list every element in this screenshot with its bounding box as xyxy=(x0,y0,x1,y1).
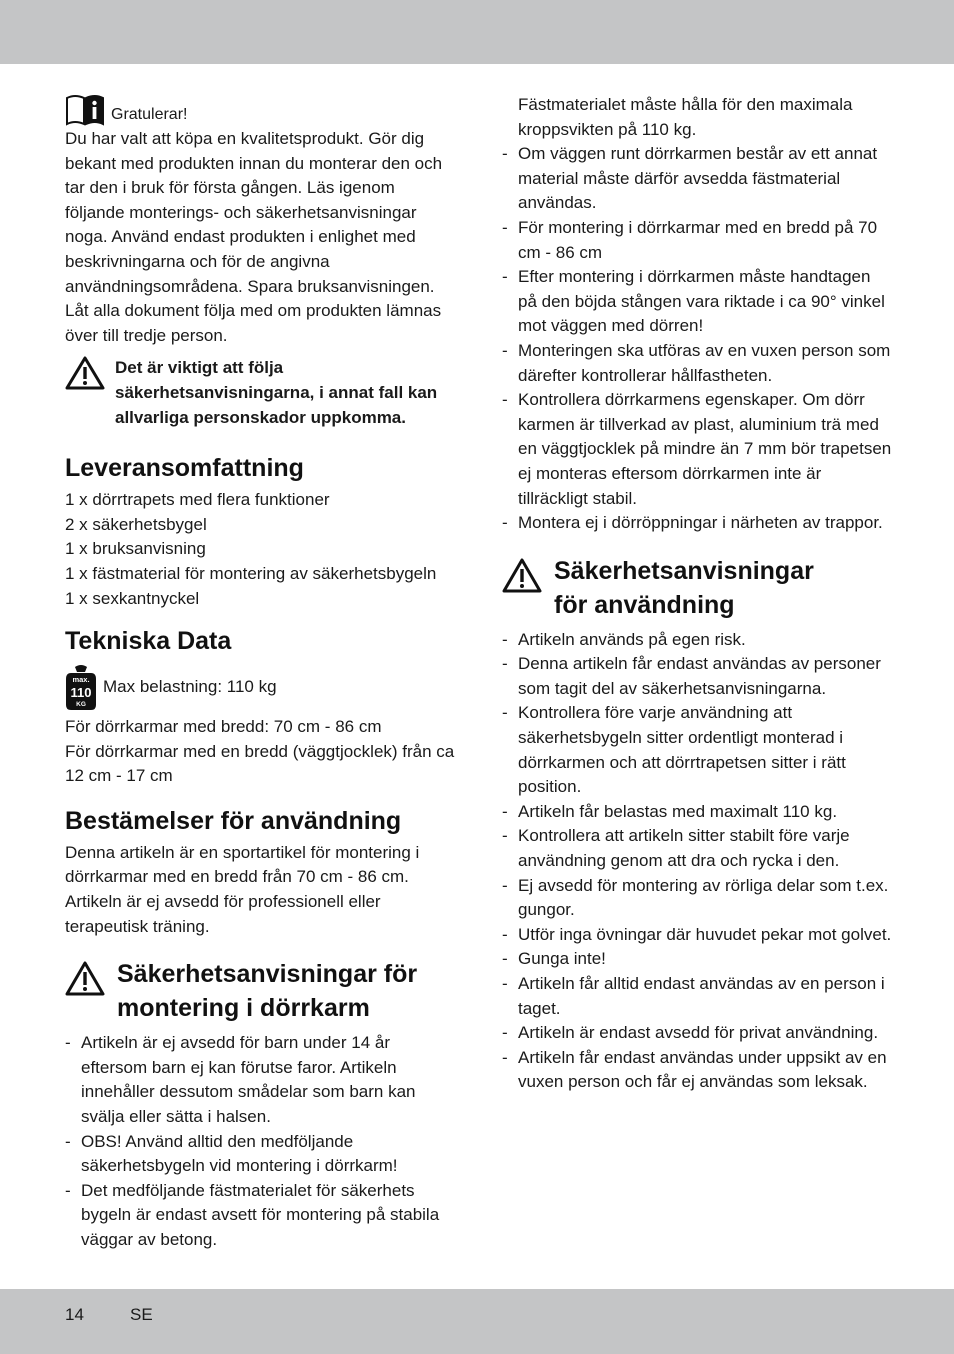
section-title-leverans: Leveransomfattning xyxy=(65,454,304,483)
section-title-bestammelser: Bestämelser för användning xyxy=(65,806,402,835)
wall-thickness-text: För dörrkarmar med en bredd (väggtjocklek) från ca 12 cm - 17 cm xyxy=(65,741,455,786)
safety-warning xyxy=(65,356,455,430)
list-item: - Artikeln är endast avsedd för privat användning. xyxy=(502,1021,894,1046)
intro-heading xyxy=(65,93,455,127)
montering-list-continued xyxy=(502,142,894,536)
max-weight-icon xyxy=(65,663,97,711)
section-title-montering: Säkerhetsanvisningar för montering i dörrkarm xyxy=(117,960,418,1023)
list-item: - Kontrollera dörrkarmens egenskaper. Om dörr karmen är tillverkad av plast, aluminium trä med en väggtjocklek på mindre än 7 mm bör trapetsen ej monteras eftersom dörrkarmen inte är tillräckligt stabil. xyxy=(502,388,894,511)
warning-triangle-icon xyxy=(502,558,542,594)
anvandning-list xyxy=(502,628,894,1095)
right-column xyxy=(502,93,894,1095)
list-item: - Det medföljande fästmaterialet för säkerhets bygeln är endast avsett för montering på stabila väggar av betong. xyxy=(65,1179,455,1253)
safety-warning-text: Det är viktigt att följa säkerhetsanvisningarna, i annat fall kan allvarliga personskador uppkomma. xyxy=(115,358,438,427)
section-heading-montering xyxy=(65,957,455,1025)
list-item: - Kontrollera att artikeln sitter stabilt före varje användning genom att dra och rycka i den. xyxy=(502,824,894,873)
header-band xyxy=(0,0,954,64)
list-item: - OBS! Använd alltid den medföljande säkerhetsbygeln vid montering i dörrkarm! xyxy=(65,1130,455,1179)
list-item-continuation: Fästmaterialet måste hålla för den maximala kroppsvikten på 110 kg. xyxy=(518,95,853,139)
weight-icon-top: max. xyxy=(72,675,90,685)
usage-intent-text: Denna artikeln är en sportartikel för montering i dörrkarmar med en bredd från 70 cm - 86 cm. Artikeln är ej avsedd för professionell eller terapeutisk träning. xyxy=(65,842,420,936)
list-item: - Ej avsedd för montering av rörliga delar som t.ex. gungor. xyxy=(502,874,894,923)
list-item: - Montera ej i dörröppningar i närheten av trappor. xyxy=(502,511,894,536)
list-item: - Artikeln är ej avsedd för barn under 14 år eftersom barn ej kan förutse faror. Artikeln innehåller dessutom smådelar som barn kan svälja eller sätta i halsen. xyxy=(65,1031,455,1129)
intro-paragraph: Du har valt att köpa en kvalitetsprodukt. Gör dig bekant med produkten innan du monterar den och tar den i bruk för första gången. Läs igenom följande monterings- och säkerhetsanvisningar noga. Använd endast produkten i enlighet med beskrivningarna och för de angivna användningsområdena. Spara bruksanvisningen. xyxy=(65,129,443,296)
leverans-list xyxy=(65,488,455,611)
list-item: 1 x dörrtrapets med flera funktioner xyxy=(65,490,330,510)
list-item: 1 x bruksanvisning xyxy=(65,539,206,559)
list-item: 1 x sexkantnyckel xyxy=(65,588,200,608)
weight-icon-unit: KG xyxy=(76,701,86,709)
list-item: - Efter montering i dörrkarmen måste handtagen på den böjda stången vara riktade i ca 90° vinkel mot väggen med dörren! xyxy=(502,265,894,339)
list-item: - Kontrollera före varje användning att säkerhetsbygeln sitter ordentligt monterad i dörrkarmen och att dörrtrapetsen sitter i rätt position. xyxy=(502,701,894,799)
manual-info-icon xyxy=(65,93,105,127)
montering-list xyxy=(65,1031,455,1252)
list-item: - Utför inga övningar där huvudet pekar mot golvet. xyxy=(502,923,894,948)
section-heading-anvandning xyxy=(502,554,894,622)
list-item: - Artikeln får belastas med maximalt 110 kg. xyxy=(502,800,894,825)
intro-paragraph-handover: Låt alla dokument följa med om produkten lämnas över till tredje person. xyxy=(65,301,442,345)
section-title-tekniska: Tekniska Data xyxy=(65,627,232,656)
list-item: - Om väggen runt dörrkarmen består av ett annat material måste därför avsedda fästmaterial användas. xyxy=(502,142,894,216)
language-code: SE xyxy=(130,1305,153,1324)
list-item: - Denna artikeln får endast användas av personer som tagit del av säkerhetsanvisningarna. xyxy=(502,652,894,701)
weight-icon-value: 110 xyxy=(70,685,92,701)
list-item: 1 x fästmaterial för montering av säkerhetsbygeln xyxy=(65,563,437,583)
list-item: - Monteringen ska utföras av en vuxen person som därefter kontrollerar hållfastheten. xyxy=(502,339,894,388)
list-item: - För montering i dörrkarmar med en bredd på 70 cm - 86 cm xyxy=(502,216,894,265)
page-number: 14 xyxy=(65,1305,84,1324)
frame-width-text: För dörrkarmar med bredd: 70 cm - 86 cm xyxy=(65,717,382,737)
section-title-anvandning: Säkerhetsanvisningar för användning xyxy=(554,556,814,619)
list-item: - Artikeln får alltid endast användas av en person i taget. xyxy=(502,972,894,1021)
list-item: - Artikeln får endast användas under uppsikt av en vuxen person och får ej användas som leksak. xyxy=(502,1046,894,1095)
warning-triangle-icon xyxy=(65,961,105,997)
list-item: 2 x säkerhetsbygel xyxy=(65,514,207,534)
warning-triangle-icon xyxy=(65,356,105,390)
congrats-text: Gratulerar! xyxy=(111,106,188,123)
max-load-row xyxy=(65,663,455,711)
list-item: - Artikeln används på egen risk. xyxy=(502,628,894,653)
left-column xyxy=(65,93,455,1253)
max-load-text: Max belastning: 110 kg xyxy=(103,676,277,696)
list-item: - Gunga inte! xyxy=(502,947,894,972)
